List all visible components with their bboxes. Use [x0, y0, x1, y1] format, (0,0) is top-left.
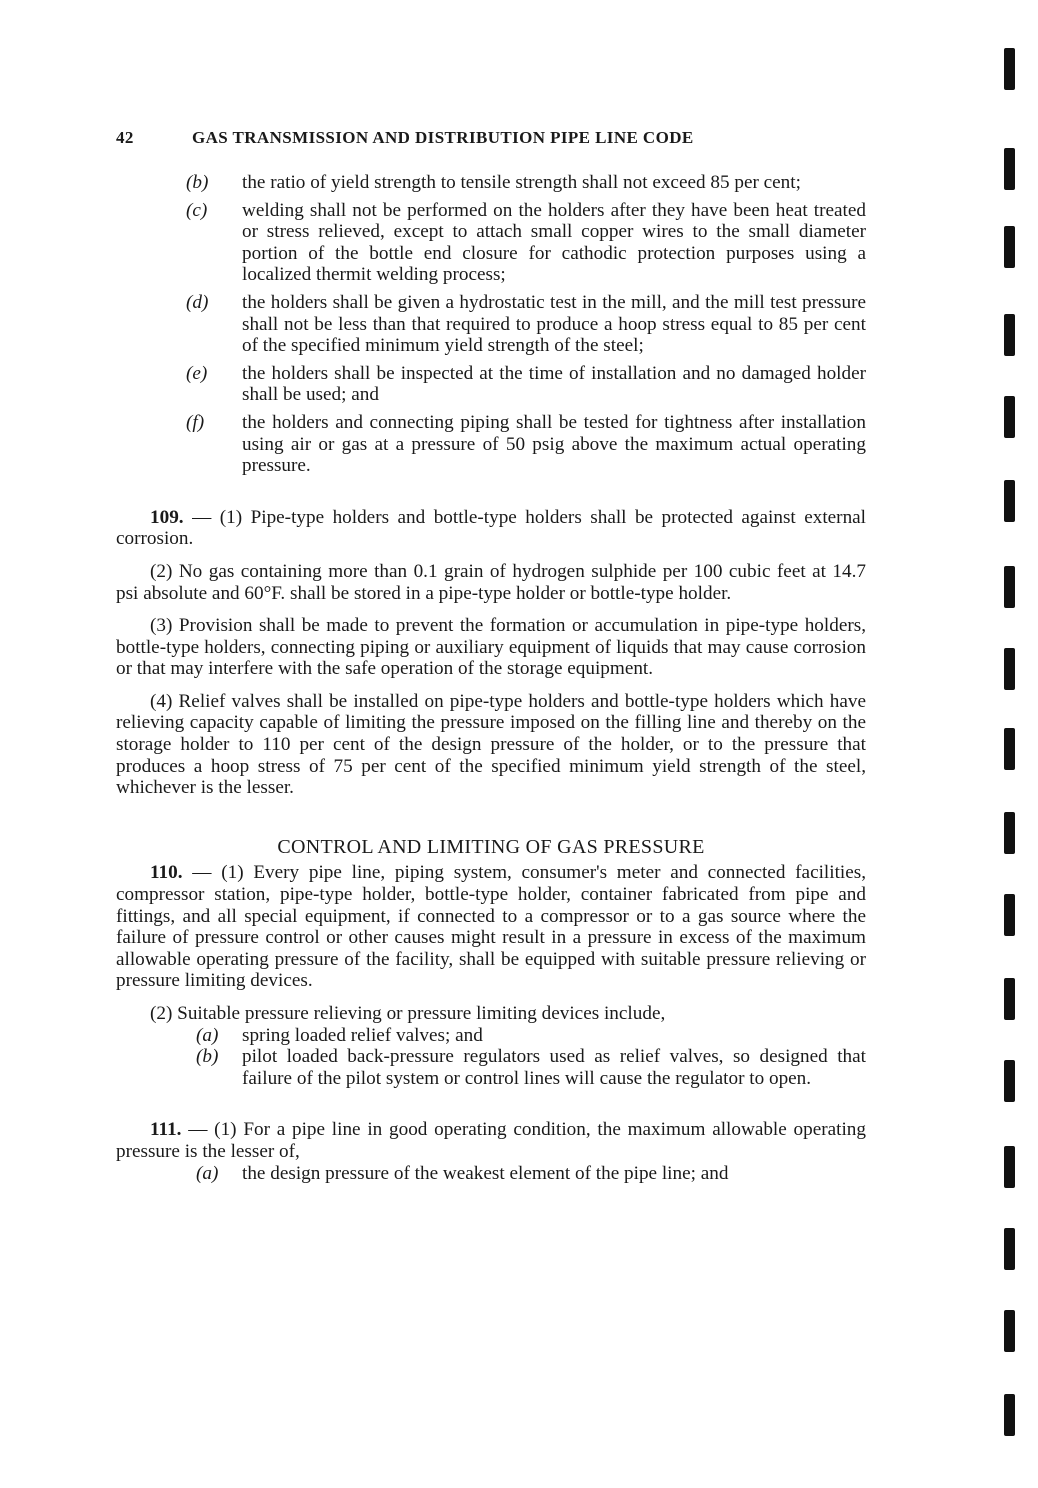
- item-text: welding shall not be performed on the holders after they have been heat treated or stress relieved, except to attach small copper wires to the small diameter portion of the bottle end closure for cathodic protection purposes using a localized thermit welding process;: [242, 199, 866, 286]
- section-110-para-1: [116, 862, 866, 992]
- section-number: 111.: [150, 1119, 182, 1141]
- scan-mark: [1004, 480, 1015, 522]
- section-number: 109.: [150, 506, 184, 528]
- list-item: [116, 172, 866, 194]
- list-item: [116, 1025, 866, 1047]
- item-label: (b): [196, 1046, 219, 1068]
- item-label: (a): [196, 1162, 219, 1184]
- running-header: [116, 128, 876, 148]
- section-109-para-4: (4) Relief valves shall be installed on pipe-type holders and bottle-type holders which have relieving capacity capable of limiting the pressure imposed on the filling line and thereby on the storage holder to 110 per cent of the design pressure of the holder, or to the pressure that produces a hoop stress of 75 per cent of the specified minimum yield strength of the steel, whichever is the lesser.: [116, 690, 866, 799]
- item-text: the design pressure of the weakest element of the pipe line; and: [242, 1162, 729, 1184]
- scan-mark: [1004, 1060, 1015, 1102]
- scan-mark: [1004, 1228, 1015, 1270]
- item-label: (a): [196, 1024, 219, 1046]
- scan-mark: [1004, 148, 1015, 190]
- section-number: 110.: [150, 862, 183, 884]
- header-title: GAS TRANSMISSION AND DISTRIBUTION PIPE LINE CODE: [192, 128, 694, 147]
- item-text: spring loaded relief valves; and: [242, 1024, 483, 1046]
- item-text: the holders shall be given a hydrostatic test in the mill, and the mill test pressure shall not be less than that required to produce a hoop stress equal to 85 per cent of the specified minimum yield strength of the steel;: [242, 291, 866, 357]
- list-item: [116, 363, 866, 406]
- section-109-para-3: (3) Provision shall be made to prevent the formation or accumulation in pipe-type holders, bottle-type holders, connecting piping or auxiliary equipment of liquids that may cause corrosion or that may interfere with the safe operation of the storage equipment.: [116, 615, 866, 680]
- page-number: 42: [116, 128, 134, 147]
- scan-edge-marks: [1004, 0, 1034, 1488]
- scan-mark: [1004, 566, 1015, 608]
- scan-mark: [1004, 226, 1015, 268]
- item-label: (c): [186, 199, 208, 221]
- list-item: [116, 200, 866, 286]
- list-item: [116, 412, 866, 477]
- list-item: [116, 1163, 866, 1185]
- scan-mark: [1004, 314, 1015, 356]
- scan-mark: [1004, 1394, 1015, 1436]
- section-109-para-2: (2) No gas containing more than 0.1 grain of hydrogen sulphide per 100 cubic feet at 14.7 psi absolute and 60°F. shall be stored in a pipe-type holder or bottle-type holder.: [116, 560, 866, 604]
- scan-mark: [1004, 396, 1015, 438]
- scan-mark: [1004, 648, 1015, 690]
- item-text: pilot loaded back-pressure regulators used as relief valves, so designed that failure of the pilot system or control lines will cause the regulator to open.: [242, 1046, 866, 1089]
- item-label: (f): [186, 411, 205, 433]
- page-body: [116, 172, 866, 1184]
- item-text: the ratio of yield strength to tensile strength shall not exceed 85 per cent;: [242, 172, 801, 193]
- list-item: [116, 1046, 866, 1089]
- scan-mark: [1004, 978, 1015, 1020]
- item-text: the holders shall be inspected at the time of installation and no damaged holder shall be used; and: [242, 362, 866, 406]
- item-label: (e): [186, 362, 208, 384]
- scan-mark: [1004, 48, 1015, 90]
- para-text: — (1) Pipe-type holders and bottle-type holders shall be protected against external corrosion.: [116, 506, 867, 550]
- section-109-para-1: [116, 507, 866, 550]
- scan-mark: [1004, 1310, 1015, 1352]
- section-111-para-1: [116, 1119, 866, 1162]
- section-110-para-2: (2) Suitable pressure relieving or pressure limiting devices include,: [150, 1003, 666, 1024]
- scan-mark: [1004, 812, 1015, 854]
- item-text: the holders and connecting piping shall be tested for tightness after installation using air or gas at a pressure of 50 psig above the maximum actual operating pressure.: [242, 411, 866, 477]
- item-label: (b): [186, 172, 209, 193]
- para-text: — (1) For a pipe line in good operating condition, the maximum allowable operating pressure is the lesser of,: [116, 1119, 866, 1162]
- section-heading: CONTROL AND LIMITING OF GAS PRESSURE: [277, 835, 705, 858]
- scan-mark: [1004, 894, 1015, 936]
- scan-mark: [1004, 728, 1015, 770]
- item-label: (d): [186, 291, 209, 313]
- list-item: [116, 292, 866, 357]
- para-text: — (1) Every pipe line, piping system, consumer's meter and connected facilities, compressor station, pipe-type holder, bottle-type holder, container fabricated from pipe and fittings, and all special equipment, if connected to a compressor or to a gas source where the failure of pressure control or other causes might result in a pressure in excess of the maximum allowable operating pressure of the facility, shall be equipped with suitable pressure relieving or pressure limiting devices.: [116, 862, 867, 992]
- scan-mark: [1004, 1146, 1015, 1188]
